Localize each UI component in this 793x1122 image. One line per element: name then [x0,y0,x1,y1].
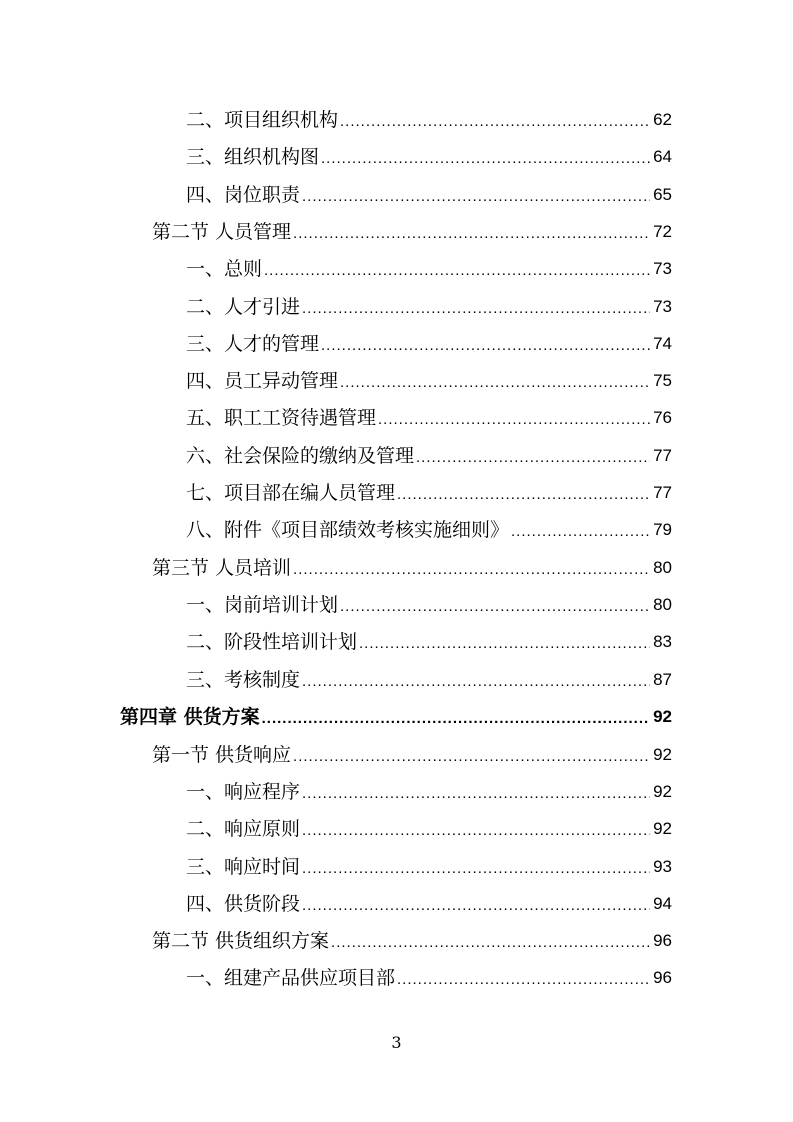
toc-entry[interactable] [186,591,672,619]
toc-entry[interactable] [186,143,672,171]
toc-leader-dots [302,297,650,321]
toc-entry[interactable] [186,778,672,806]
toc-leader-dots [262,707,650,731]
toc-entry-title: 第一节 供货响应 [152,744,292,766]
toc-entry-title: 三、人才的管理 [186,333,320,355]
toc-leader-dots [293,222,650,246]
toc-entry[interactable] [186,330,672,358]
toc-entry-page: 76 [653,408,672,427]
toc-entry-title: 七、项目部在编人员管理 [186,482,396,504]
toc-entry-page: 92 [653,745,672,764]
toc-entry-page: 73 [653,259,672,278]
toc-leader-dots [340,110,650,134]
page-number: 3 [391,1033,402,1052]
toc-leader-dots [397,483,650,507]
toc-entry-title: 第二节 人员管理 [152,221,292,243]
toc-entry-page: 64 [653,147,672,166]
toc-leader-dots [302,670,650,694]
toc-entry-page: 80 [653,595,672,614]
toc-entry-page: 77 [653,483,672,502]
toc-entry-page: 83 [653,632,672,651]
toc-entry-page: 96 [653,968,672,987]
toc-leader-dots [302,857,650,881]
toc-entry-title: 一、总则 [186,258,263,280]
toc-entry-page: 92 [653,819,672,838]
toc-leader-dots [302,894,650,918]
toc-entry-page: 72 [653,222,672,241]
toc-leader-dots [302,185,650,209]
toc-leader-dots [293,558,650,582]
toc-entry-title: 五、职工工资待遇管理 [186,407,377,429]
toc-entry[interactable] [186,367,672,395]
toc-entry[interactable] [186,255,672,283]
toc-entry-title: 二、响应原则 [186,818,301,840]
toc-entry[interactable] [152,218,672,246]
toc-entry-page: 65 [653,185,672,204]
toc-entry-page: 80 [653,558,672,577]
toc-entry-title: 第四章 供货方案 [120,706,260,728]
toc-entry[interactable] [152,927,672,955]
toc-entry[interactable] [152,741,672,769]
toc-leader-dots [331,931,650,955]
toc-entry-page: 77 [653,446,672,465]
toc-entry-title: 一、岗前培训计划 [186,594,339,616]
toc-entry-title: 一、组建产品供应项目部 [186,967,396,989]
toc-entry-title: 三、组织机构图 [186,146,320,168]
toc-leader-dots [321,147,650,171]
toc-entry-title: 二、人才引进 [186,296,301,318]
toc-leader-dots [264,259,650,283]
toc-entry-title: 第三节 人员培训 [152,557,292,579]
toc-entry[interactable] [186,628,672,656]
toc-entry[interactable] [186,404,672,432]
toc-entry[interactable] [186,479,672,507]
toc-entry-title: 四、岗位职责 [186,184,301,206]
toc-entry-title: 三、响应时间 [186,856,301,878]
toc-entry-page: 96 [653,931,672,950]
toc-leader-dots [397,968,650,992]
toc-entry-title: 四、员工异动管理 [186,370,339,392]
toc-entry-title: 四、供货阶段 [186,893,301,915]
toc-leader-dots [321,334,650,358]
toc-entry-page: 73 [653,297,672,316]
toc-entry-page: 75 [653,371,672,390]
toc-entry[interactable] [152,554,672,582]
toc-entry[interactable] [186,293,672,321]
toc-entry-title: 一、响应程序 [186,781,301,803]
toc-entry-page: 92 [653,782,672,801]
toc-entry[interactable] [186,815,672,843]
toc-entry-title: 二、项目组织机构 [186,109,339,131]
toc-entry-title: 二、阶段性培训计划 [186,631,358,653]
toc-leader-dots [359,632,650,656]
toc-leader-dots [511,520,650,544]
toc-entry[interactable] [186,516,672,544]
toc-leader-dots [378,408,650,432]
toc-leader-dots [340,371,650,395]
toc-entry-title: 八、附件《项目部绩效考核实施细则》 [186,519,510,541]
toc-entry-title: 六、社会保险的缴纳及管理 [186,445,415,467]
toc-leader-dots [302,819,650,843]
toc-entry[interactable] [186,181,672,209]
toc-leader-dots [340,595,650,619]
toc-entry[interactable] [186,106,672,134]
toc-entry-title: 三、考核制度 [186,669,301,691]
toc-entry-page: 79 [653,520,672,539]
toc-entry[interactable] [186,964,672,992]
toc-entry-title: 第二节 供货组织方案 [152,930,330,952]
toc-leader-dots [416,446,650,470]
toc-entry-page: 87 [653,670,672,689]
toc-entry[interactable] [186,890,672,918]
toc-chapter-entry[interactable] [120,703,672,731]
toc-entry[interactable] [186,666,672,694]
toc-entry-page: 93 [653,857,672,876]
toc-entry-page: 62 [653,110,672,129]
toc-entry-page: 94 [653,894,672,913]
toc-entry[interactable] [186,442,672,470]
toc-entry-page: 92 [653,707,672,726]
toc-leader-dots [302,782,650,806]
toc-leader-dots [293,745,650,769]
toc-entry[interactable] [186,853,672,881]
toc-entry-page: 74 [653,334,672,353]
